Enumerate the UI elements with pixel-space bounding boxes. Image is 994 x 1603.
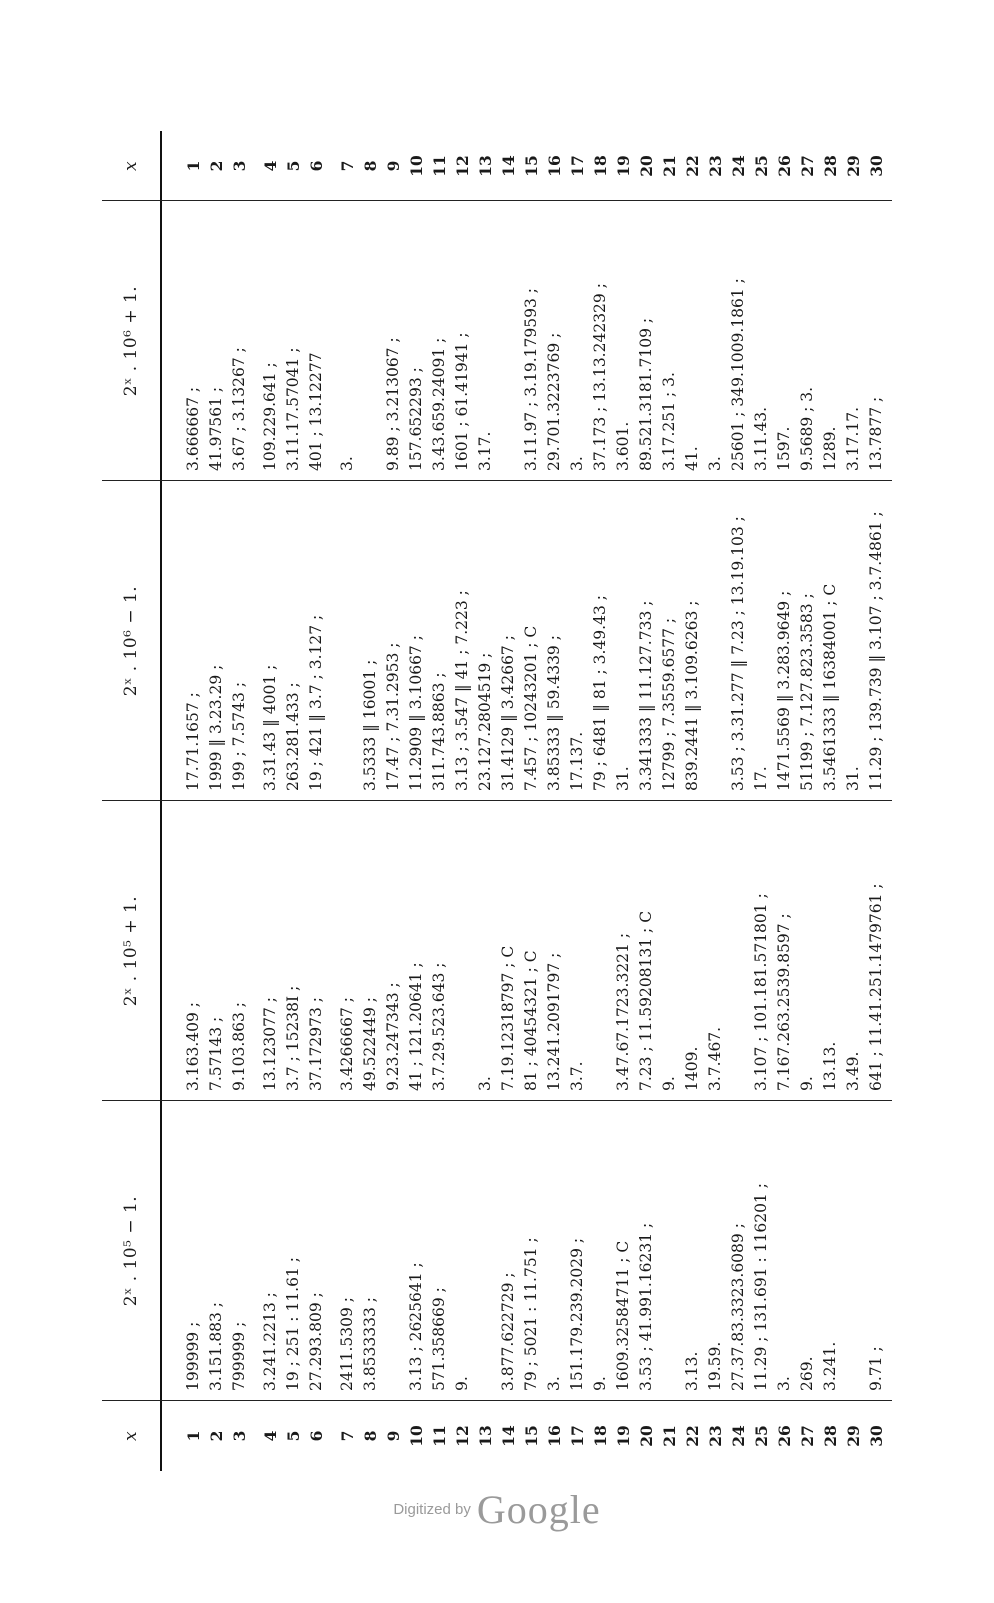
factor-cell: 3.13 ; 2625641 ; — [407, 1262, 425, 1391]
row-x-label: 15 — [522, 1425, 541, 1447]
factor-cell: 9. — [798, 1076, 816, 1091]
factor-cell: 199999 ; — [184, 1321, 202, 1391]
factor-cell: 29.701.3223769 ; — [545, 332, 563, 471]
factor-cell: 1597. — [775, 426, 793, 471]
row-x-label: 8 — [361, 160, 380, 172]
factor-cell: 3. — [545, 1376, 563, 1391]
row-x-label: 17 — [568, 1425, 587, 1447]
factor-cell: 1601 ; 61.41941 ; — [453, 332, 471, 471]
factor-cell: 3.7 ; 15238I ; — [284, 985, 302, 1091]
factor-cell — [382, 1103, 405, 1397]
row-x-label: 9 — [384, 1430, 403, 1442]
factor-cell: 3. — [476, 1076, 494, 1091]
factor-cell: 19.59. — [706, 1341, 724, 1391]
factor-cell: 3.601. — [614, 421, 632, 471]
factor-cell: 3.11.17.57041 ; — [284, 347, 302, 471]
factor-cell: 17.137. — [568, 731, 586, 791]
row-x-label: 18 — [591, 1425, 610, 1447]
row-x-label: 30 — [867, 155, 886, 177]
row-x-label: 20 — [637, 1425, 656, 1447]
row-x-label: 8 — [361, 1430, 380, 1442]
factor-cell: 7.23 ; 11.59208131 ; C — [637, 910, 655, 1091]
row-x-label: 23 — [706, 155, 725, 177]
factor-cell: 17.71.1657 ; — [184, 692, 202, 791]
row-x-label: 12 — [453, 1425, 472, 1447]
factor-cell: 3.85333 ‖ 59.4339 ; — [545, 635, 563, 791]
factor-cell — [474, 1103, 497, 1397]
row-x-label: 26 — [775, 155, 794, 177]
factor-cell: 31.4129 ‖ 3.42667 ; — [499, 635, 517, 791]
factor-cell: 9.89 ; 3.213067 ; — [384, 337, 402, 471]
factor-cell: 641 ; 11.41.251.1479761 ; — [867, 883, 885, 1091]
factor-cell: 3.11.43. — [752, 406, 770, 471]
factor-cell: 1289. — [821, 426, 839, 471]
factor-cell: 199 ; 7.5743 ; — [230, 681, 248, 791]
factor-cell: 89.521.3181.7109 ; — [637, 317, 655, 471]
row-x-label: 1 — [184, 160, 203, 172]
factor-cell: 3.17.251 ; 3. — [660, 372, 678, 471]
header-2x-10-6-plus-1: 2ˣ . 10⁶ + 1. — [121, 285, 141, 397]
factor-cell: 1609.32584711 ; C — [614, 1240, 632, 1391]
row-x-label: 29 — [844, 155, 863, 177]
factor-cell: 27.293.809 ; — [307, 1292, 325, 1391]
row-x-label: 30 — [867, 1425, 886, 1447]
factor-cell: 3.877.622729 ; — [499, 1272, 517, 1391]
row-x-label: 3 — [230, 1430, 249, 1442]
factor-cell: 19 ; 421 ‖ 3.7 ; 3.127 ; — [307, 614, 325, 791]
factor-cell: 9.23.247343 ; — [384, 982, 402, 1091]
factor-cell: 3.49. — [844, 1051, 862, 1091]
factor-cell — [704, 483, 727, 797]
row-x-label: 11 — [430, 1425, 449, 1447]
header-rule — [160, 131, 162, 1471]
row-x-label: 2 — [207, 1430, 226, 1442]
factor-cell: 3.7.29.523.643 ; — [430, 962, 448, 1091]
row-x-label: 15 — [522, 155, 541, 177]
row-x-label: 14 — [499, 155, 518, 177]
factor-cell: 27.37.83.3323.6089 ; — [729, 1223, 747, 1391]
factor-cell: 3.31.43 ‖ 4001 ; — [261, 664, 279, 791]
factor-cell: 3.53 ; 3.31.277 ‖ 7.23 ; 13.19.103 ; — [729, 516, 747, 791]
row-x-label: 18 — [591, 155, 610, 177]
row-x-label: 12 — [453, 155, 472, 177]
column-2x-10-6-plus-1 — [182, 203, 888, 477]
factor-cell: 9.103.863 ; — [230, 1001, 248, 1091]
factor-cell: 401 ; 13.12277 — [307, 352, 325, 471]
row-x-label: 14 — [499, 1425, 518, 1447]
row-x-label: 25 — [752, 1425, 771, 1447]
row-x-label: 25 — [752, 155, 771, 177]
factor-cell: 7.457 ; 10243201 ; C — [522, 625, 540, 791]
factor-cell — [451, 803, 474, 1097]
row-x-label: 17 — [568, 155, 587, 177]
row-x-label: 6 — [307, 1430, 326, 1442]
factor-cell: 3.13. — [683, 1351, 701, 1391]
factor-cell: 3.163.409 ; — [184, 1001, 202, 1091]
factor-cell: 7.167.263.2539.8597 ; — [775, 913, 793, 1091]
factor-cell: 3. — [568, 456, 586, 471]
factor-cell: 3.7. — [568, 1061, 586, 1091]
factor-cell: 109.229.641 ; — [261, 362, 279, 471]
factor-cell: 3.13 ; 3.547 ‖ 41 ; 7.223 ; — [453, 590, 471, 791]
row-x-label: 26 — [775, 1425, 794, 1447]
row-x-label: 28 — [821, 155, 840, 177]
row-x-label: 16 — [545, 1425, 564, 1447]
x-column-right — [182, 131, 888, 201]
factor-cell: 7.57143 ; — [207, 1016, 225, 1091]
factor-cell: 3.43.659.24091 ; — [430, 337, 448, 471]
factor-cell: 9.71 ; — [867, 1346, 885, 1391]
row-x-label: 6 — [307, 160, 326, 172]
factor-cell: 3.4266667 ; — [338, 997, 356, 1091]
factor-cell: 17.47 ; 7.31.2953 ; — [384, 642, 402, 791]
factor-cell: 41 ; 121.20641 ; — [407, 962, 425, 1091]
factor-cell: 11.2909 ‖ 3.10667 ; — [407, 635, 425, 791]
factor-cell: 23.127.2804519 ; — [476, 652, 494, 791]
row-x-label: 10 — [407, 1425, 426, 1447]
factor-cell: 41.97561 ; — [207, 386, 225, 471]
factor-cell: 9. — [591, 1376, 609, 1391]
row-x-label: 24 — [729, 155, 748, 177]
row-x-label: 19 — [614, 155, 633, 177]
header-x-right: x — [121, 160, 141, 172]
factor-cell: 1409. — [683, 1046, 701, 1091]
factor-cell: 571.358669 ; — [430, 1287, 448, 1391]
row-x-label: 13 — [476, 155, 495, 177]
row-x-label: 23 — [706, 1425, 725, 1447]
factor-cell: 49.522449 ; — [361, 997, 379, 1091]
row-x-label: 21 — [660, 1425, 679, 1447]
factor-cell: 3.5333 ‖ 16001 ; — [361, 659, 379, 791]
row-x-label: 2 — [207, 160, 226, 172]
factor-cell: 12799 ; 7.3559.6577 ; — [660, 617, 678, 791]
header-2x-10-5-minus-1: 2ˣ . 10⁵ − 1. — [121, 1195, 141, 1307]
factor-cell: 3.5461333 ‖ 16384001 ; C — [821, 583, 839, 791]
factor-cell: 839.2441 ‖ 3.109.6263 ; — [683, 600, 701, 791]
factor-cell: 3.53 ; 41.991.16231 ; — [637, 1222, 655, 1391]
row-x-label: 27 — [798, 1425, 817, 1447]
factor-cell: 269. — [798, 1356, 816, 1391]
factor-cell — [842, 1103, 865, 1397]
digitized-by-google-watermark — [0, 1486, 994, 1546]
row-x-label: 29 — [844, 1425, 863, 1447]
factor-cell: 11.29 ; 131.691 : 116201 ; — [752, 1183, 770, 1391]
x-column-left — [182, 1401, 888, 1471]
row-x-label: 19 — [614, 1425, 633, 1447]
factor-cell: 3.107 ; 101.181.571801 ; — [752, 893, 770, 1091]
factor-cell: 3.17.17. — [844, 406, 862, 471]
row-x-label: 3 — [230, 160, 249, 172]
factor-cell — [589, 803, 612, 1097]
column-2x-10-5-minus-1 — [182, 1103, 888, 1397]
factor-cell: 9. — [660, 1076, 678, 1091]
factor-cell: 31. — [614, 766, 632, 791]
factor-cell: 13.123077 ; — [261, 997, 279, 1091]
factor-cell: 41. — [683, 446, 701, 471]
factor-cell: 3.341333 ‖ 11.127.733 ; — [637, 600, 655, 791]
row-x-label: 7 — [338, 1430, 357, 1442]
factor-cell: 9.5689 ; 3. — [798, 386, 816, 471]
header-2x-10-6-minus-1: 2ˣ . 10⁶ − 1. — [121, 585, 141, 697]
factor-cell: 7.19.12318797 ; C — [499, 945, 517, 1091]
factor-cell — [497, 203, 520, 477]
column-divider — [102, 800, 892, 801]
factor-cell: 311.743.8863 ; — [430, 672, 448, 791]
row-x-label: 22 — [683, 1425, 702, 1447]
row-x-label: 5 — [284, 160, 303, 172]
factor-cell: 3.666667 ; — [184, 386, 202, 471]
row-x-label: 10 — [407, 155, 426, 177]
row-x-label: 22 — [683, 155, 702, 177]
header-x-left: x — [121, 1430, 141, 1442]
factor-cell: 79 ; 6481 ‖ 81 ; 3.49.43 ; — [591, 595, 609, 791]
row-x-label: 11 — [430, 155, 449, 177]
factor-cell: 13.7877 ; — [867, 396, 885, 471]
factor-cell: 19 ; 251 : 11.61 ; — [284, 1257, 302, 1391]
factor-cell: 37.172973 ; — [307, 997, 325, 1091]
row-x-label: 24 — [729, 1425, 748, 1447]
row-x-label: 4 — [261, 1430, 280, 1442]
factor-cell: 1999 ‖ 3.23.29 ; — [207, 664, 225, 791]
factor-cell: 13.13. — [821, 1041, 839, 1091]
factor-cell: 2411.5309 ; — [338, 1297, 356, 1391]
row-x-label: 21 — [660, 155, 679, 177]
factor-cell: 3.47.67.1723.3221 ; — [614, 932, 632, 1091]
factor-cell: 3.11.97 ; 3.19.179593 ; — [522, 288, 540, 471]
row-x-label: 13 — [476, 1425, 495, 1447]
factor-cell: 3. — [706, 456, 724, 471]
factor-cell: 13.241.2091797 ; — [545, 952, 563, 1091]
factor-cell — [727, 803, 750, 1097]
row-x-label: 16 — [545, 155, 564, 177]
factor-cell: 3.8533333 ; — [361, 1297, 379, 1391]
row-x-label: 27 — [798, 155, 817, 177]
factor-cell: 81 ; 40454321 ; C — [522, 950, 540, 1091]
watermark-prefix: Digitized by — [393, 1501, 471, 1518]
row-x-label: 28 — [821, 1425, 840, 1447]
row-x-label: 5 — [284, 1430, 303, 1442]
factor-table — [102, 131, 892, 1471]
column-divider — [102, 1100, 892, 1101]
factor-cell: 3.17. — [476, 431, 494, 471]
factor-cell: 51199 ; 7.127.823.3583 ; — [798, 593, 816, 791]
google-logo: Google — [476, 1487, 601, 1532]
column-2x-10-6-minus-1 — [182, 483, 888, 797]
factor-cell: 9. — [453, 1376, 471, 1391]
row-x-label: 1 — [184, 1430, 203, 1442]
factor-cell: 1471.5569 ‖ 3.283.9649 ; — [775, 590, 793, 791]
factor-cell: 31. — [844, 766, 862, 791]
row-x-label: 20 — [637, 155, 656, 177]
column-divider — [102, 480, 892, 481]
header-2x-10-5-plus-1: 2ˣ . 10⁵ + 1. — [121, 895, 141, 1007]
factor-cell: 25601 ; 349.1009.1861 ; — [729, 278, 747, 471]
factor-cell: 3.241. — [821, 1341, 839, 1391]
factor-cell: 3.7.467. — [706, 1026, 724, 1091]
factor-cell: 3. — [775, 1376, 793, 1391]
factor-cell: 79 ; 5021 : 11.751 ; — [522, 1237, 540, 1391]
factor-cell — [359, 203, 382, 477]
factor-cell: 17. — [752, 766, 770, 791]
factor-cell: 11.29 ; 139.739 ‖ 3.107 ; 3.7.4861 ; — [867, 511, 885, 791]
row-x-label: 9 — [384, 160, 403, 172]
column-2x-10-5-plus-1 — [182, 803, 888, 1097]
factor-cell: 799999 ; — [230, 1321, 248, 1391]
factor-cell: 3. — [338, 456, 356, 471]
row-x-label: 4 — [261, 160, 280, 172]
factor-cell: 3.67 ; 3.13267 ; — [230, 347, 248, 471]
row-x-label: 7 — [338, 160, 357, 172]
factor-cell: 157.652293 ; — [407, 367, 425, 471]
factor-cell: 3.151.883 ; — [207, 1301, 225, 1391]
factor-cell: 151.179.239.2029 ; — [568, 1237, 586, 1391]
factor-cell: 3.241.2213 ; — [261, 1292, 279, 1391]
factor-cell — [336, 483, 359, 797]
factor-cell: 263.281.433 ; — [284, 682, 302, 791]
factor-cell — [658, 1103, 681, 1397]
factor-cell: 37.173 ; 13.13.242329 ; — [591, 283, 609, 471]
